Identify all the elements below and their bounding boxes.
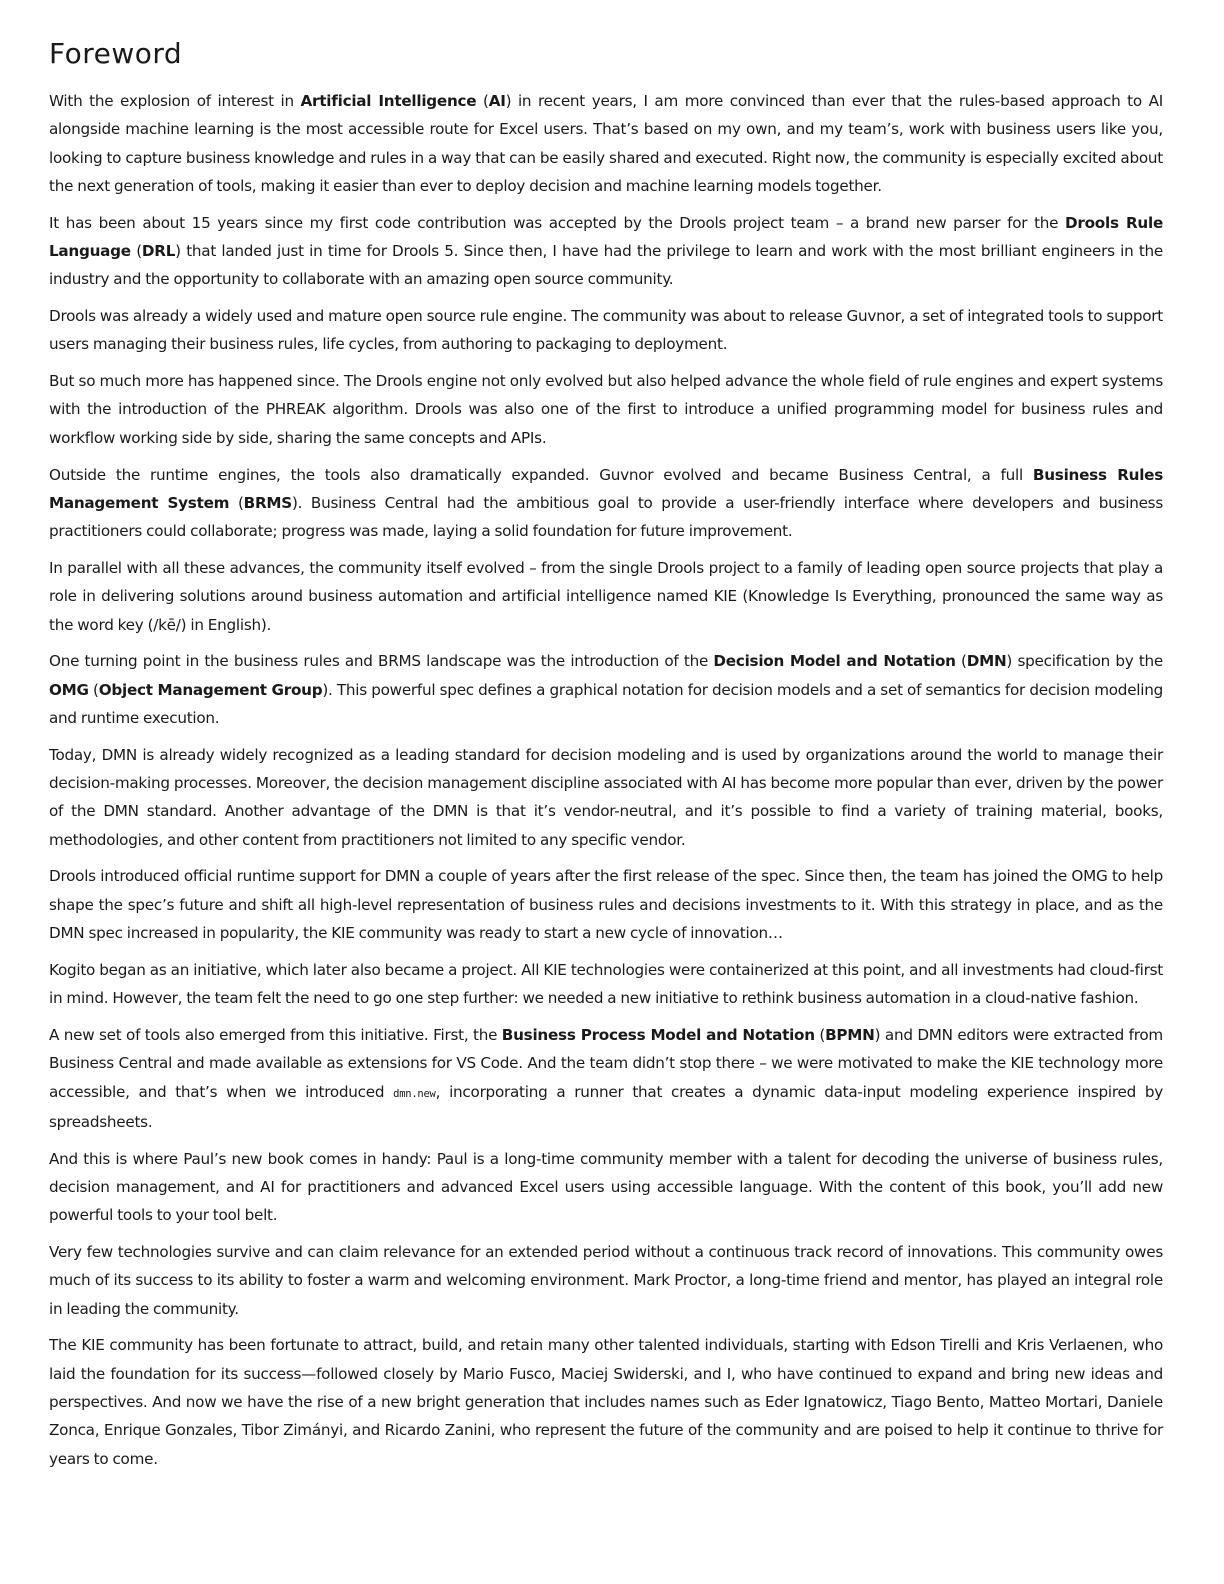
- bold-term: Object Management Group: [98, 680, 323, 699]
- text-run: Drools introduced official runtime support for DMN a couple of years after the first release of the spec. Since then, the team has joined the OMG to help shape the spec’s future and shift all high-level representation of business rules and decisions investments to it. With this strategy in place, and as the DMN spec increased in popularity, the KIE community was ready to start a new cycle of innovation…: [49, 867, 1163, 943]
- text-run: ) in recent years, I am more convinced than ever that the rules-based approach to AI alongside machine learning is the most accessible route for Excel users. That’s based on my own, and my team’s, work with business users like you, looking to capture business knowledge and rules in a way that can be easily shared and executed. Right now, the community is especially excited about the next generation of tools, making it easier than ever to deploy decision and machine learning models together.: [49, 92, 1163, 195]
- bold-term: BPMN: [825, 1025, 875, 1044]
- text-run: (: [229, 493, 244, 512]
- inline-code: dmn.new: [393, 1087, 436, 1100]
- paragraph: [49, 1021, 1163, 1136]
- text-run: , incorporating a runner that creates a dynamic data-input modeling experience inspired by spreadsheets.: [49, 1082, 1163, 1131]
- document-page: [49, 36, 1163, 1481]
- bold-term: OMG: [49, 680, 89, 699]
- paragraph: [49, 1331, 1163, 1472]
- text-run: And this is where Paul’s new book comes in handy: Paul is a long-time community member with a talent for decoding the universe of business rules, decision management, and AI for practitioners and advanced Excel users using accessible language. With the content of this book, you’ll add new powerful tools to your tool belt.: [49, 1149, 1163, 1225]
- paragraph: [49, 87, 1163, 200]
- text-run: (: [88, 680, 99, 699]
- paragraph: [49, 741, 1163, 854]
- text-run: ). Business Central had the ambitious goal to provide a user-friendly interface where developers and business practitioners could collaborate; progress was made, laying a solid foundation for future improvement.: [49, 493, 1163, 541]
- bold-term: AI: [488, 92, 506, 110]
- paragraph: [49, 302, 1163, 359]
- text-run: One turning point in the business rules and BRMS landscape was the introduction of the: [49, 652, 714, 671]
- paragraph: [49, 1145, 1163, 1230]
- paragraph: [49, 1238, 1163, 1323]
- text-run: (: [955, 652, 967, 671]
- foreword-body: [49, 87, 1163, 1473]
- text-run: (: [814, 1025, 826, 1044]
- bold-term: DRL: [141, 241, 176, 260]
- text-run: It has been about 15 years since my first code contribution was accepted by the Drools project team – a brand new parser for the: [49, 213, 1066, 232]
- bold-term: Decision Model and Notation: [713, 652, 956, 671]
- paragraph: [49, 461, 1163, 546]
- bold-term: Business Process Model and Notation: [501, 1025, 815, 1044]
- page-title: Foreword: [49, 37, 183, 70]
- text-run: Drools was already a widely used and mature open source rule engine. The community was about to release Guvnor, a set of integrated tools to support users managing their business rules, life cycles, from authoring to packaging to deployment.: [49, 307, 1163, 354]
- paragraph: [49, 209, 1163, 294]
- paragraph: [49, 647, 1163, 732]
- text-run: But so much more has happened since. The Drools engine not only evolved but also helped advance the whole field of rule engines and expert systems with the introduction of the PHREAK algorithm. Drools was also one of the first to introduce a unified programming model for business rules and workflow working side by side, sharing the same concepts and APIs.: [49, 372, 1163, 447]
- text-run: With the explosion of interest in: [49, 92, 301, 110]
- text-run: A new set of tools also emerged from this initiative. First, the: [49, 1025, 502, 1044]
- text-run: Today, DMN is already widely recognized as a leading standard for decision modeling and is used by organizations around the world to manage their decision-making processes. Moreover, the decision management discipline associated with AI has become more popular than ever, driven by the power of the DMN standard. Another advantage of the DMN is that it’s vendor-neutral, and it’s possible to find a variety of training material, books, methodologies, and other content from practitioners not limited to any specific vendor.: [49, 745, 1163, 849]
- bold-term: Business Rules Management System: [49, 465, 1163, 512]
- text-run: Outside the runtime engines, the tools also dramatically expanded. Guvnor evolved and became Business Central, a full: [49, 465, 1033, 484]
- paragraph: [49, 956, 1163, 1013]
- paragraph: [49, 862, 1163, 947]
- text-run: (: [130, 241, 142, 260]
- text-run: Kogito began as an initiative, which later also became a project. All KIE technologies were containerized at this point, and all investments had cloud-first in mind. However, the team felt the need to go one step further: we needed a new initiative to rethink business automation in a cloud-native fashion.: [49, 960, 1163, 1008]
- text-run: ) and DMN editors were extracted from Business Central and made available as extensions for VS Code. And the team didn’t stop there – we were motivated to make the KIE technology more accessible, and that’s when we introduced: [49, 1025, 1163, 1101]
- paragraph: [49, 367, 1163, 452]
- text-run: The KIE community has been fortunate to attract, build, and retain many other talented individuals, starting with Edson Tirelli and Kris Verlaenen, who laid the foundation for its success—followed closely by Mario Fusco, Maciej Swiderski, and I, who have continued to expand and bring new ideas and perspectives. And now we have the rise of a new bright generation that includes names such as Eder Ignatowicz, Tiago Bento, Matteo Mortari, Daniele Zonca, Enrique Gonzales, Tibor Zimányi, and Ricardo Zanini, who represent the future of the community and are poised to help it continue to thrive for years to come.: [49, 1336, 1163, 1468]
- bold-term: Drools Rule Language: [49, 213, 1163, 260]
- bold-term: Artificial Intelligence: [300, 92, 477, 110]
- bold-term: DMN: [966, 652, 1007, 671]
- text-run: Very few technologies survive and can claim relevance for an extended period without a continuous track record of innovations. This community owes much of its success to its ability to foster a warm and welcoming environment. Mark Proctor, a long-time friend and mentor, has played an integral role in leading the community.: [49, 1242, 1163, 1318]
- paragraph: [49, 554, 1163, 639]
- text-run: In parallel with all these advances, the community itself evolved – from the single Drools project to a family of leading open source projects that play a role in delivering solutions around business automation and artificial intelligence named KIE (Knowledge Is Everything, pronounced the same way as the word key (/kē/) in English).: [49, 558, 1163, 634]
- text-run: ) that landed just in time for Drools 5. Since then, I have had the privilege to learn and work with the most brilliant engineers in the industry and the opportunity to collaborate with an amazing open source community.: [49, 241, 1163, 289]
- bold-term: BRMS: [243, 493, 292, 512]
- text-run: ). This powerful spec defines a graphical notation for decision models and a set of semantics for decision modeling and runtime execution.: [49, 680, 1163, 727]
- text-run: ) specification by the: [1006, 652, 1163, 671]
- text-run: (: [476, 92, 489, 110]
